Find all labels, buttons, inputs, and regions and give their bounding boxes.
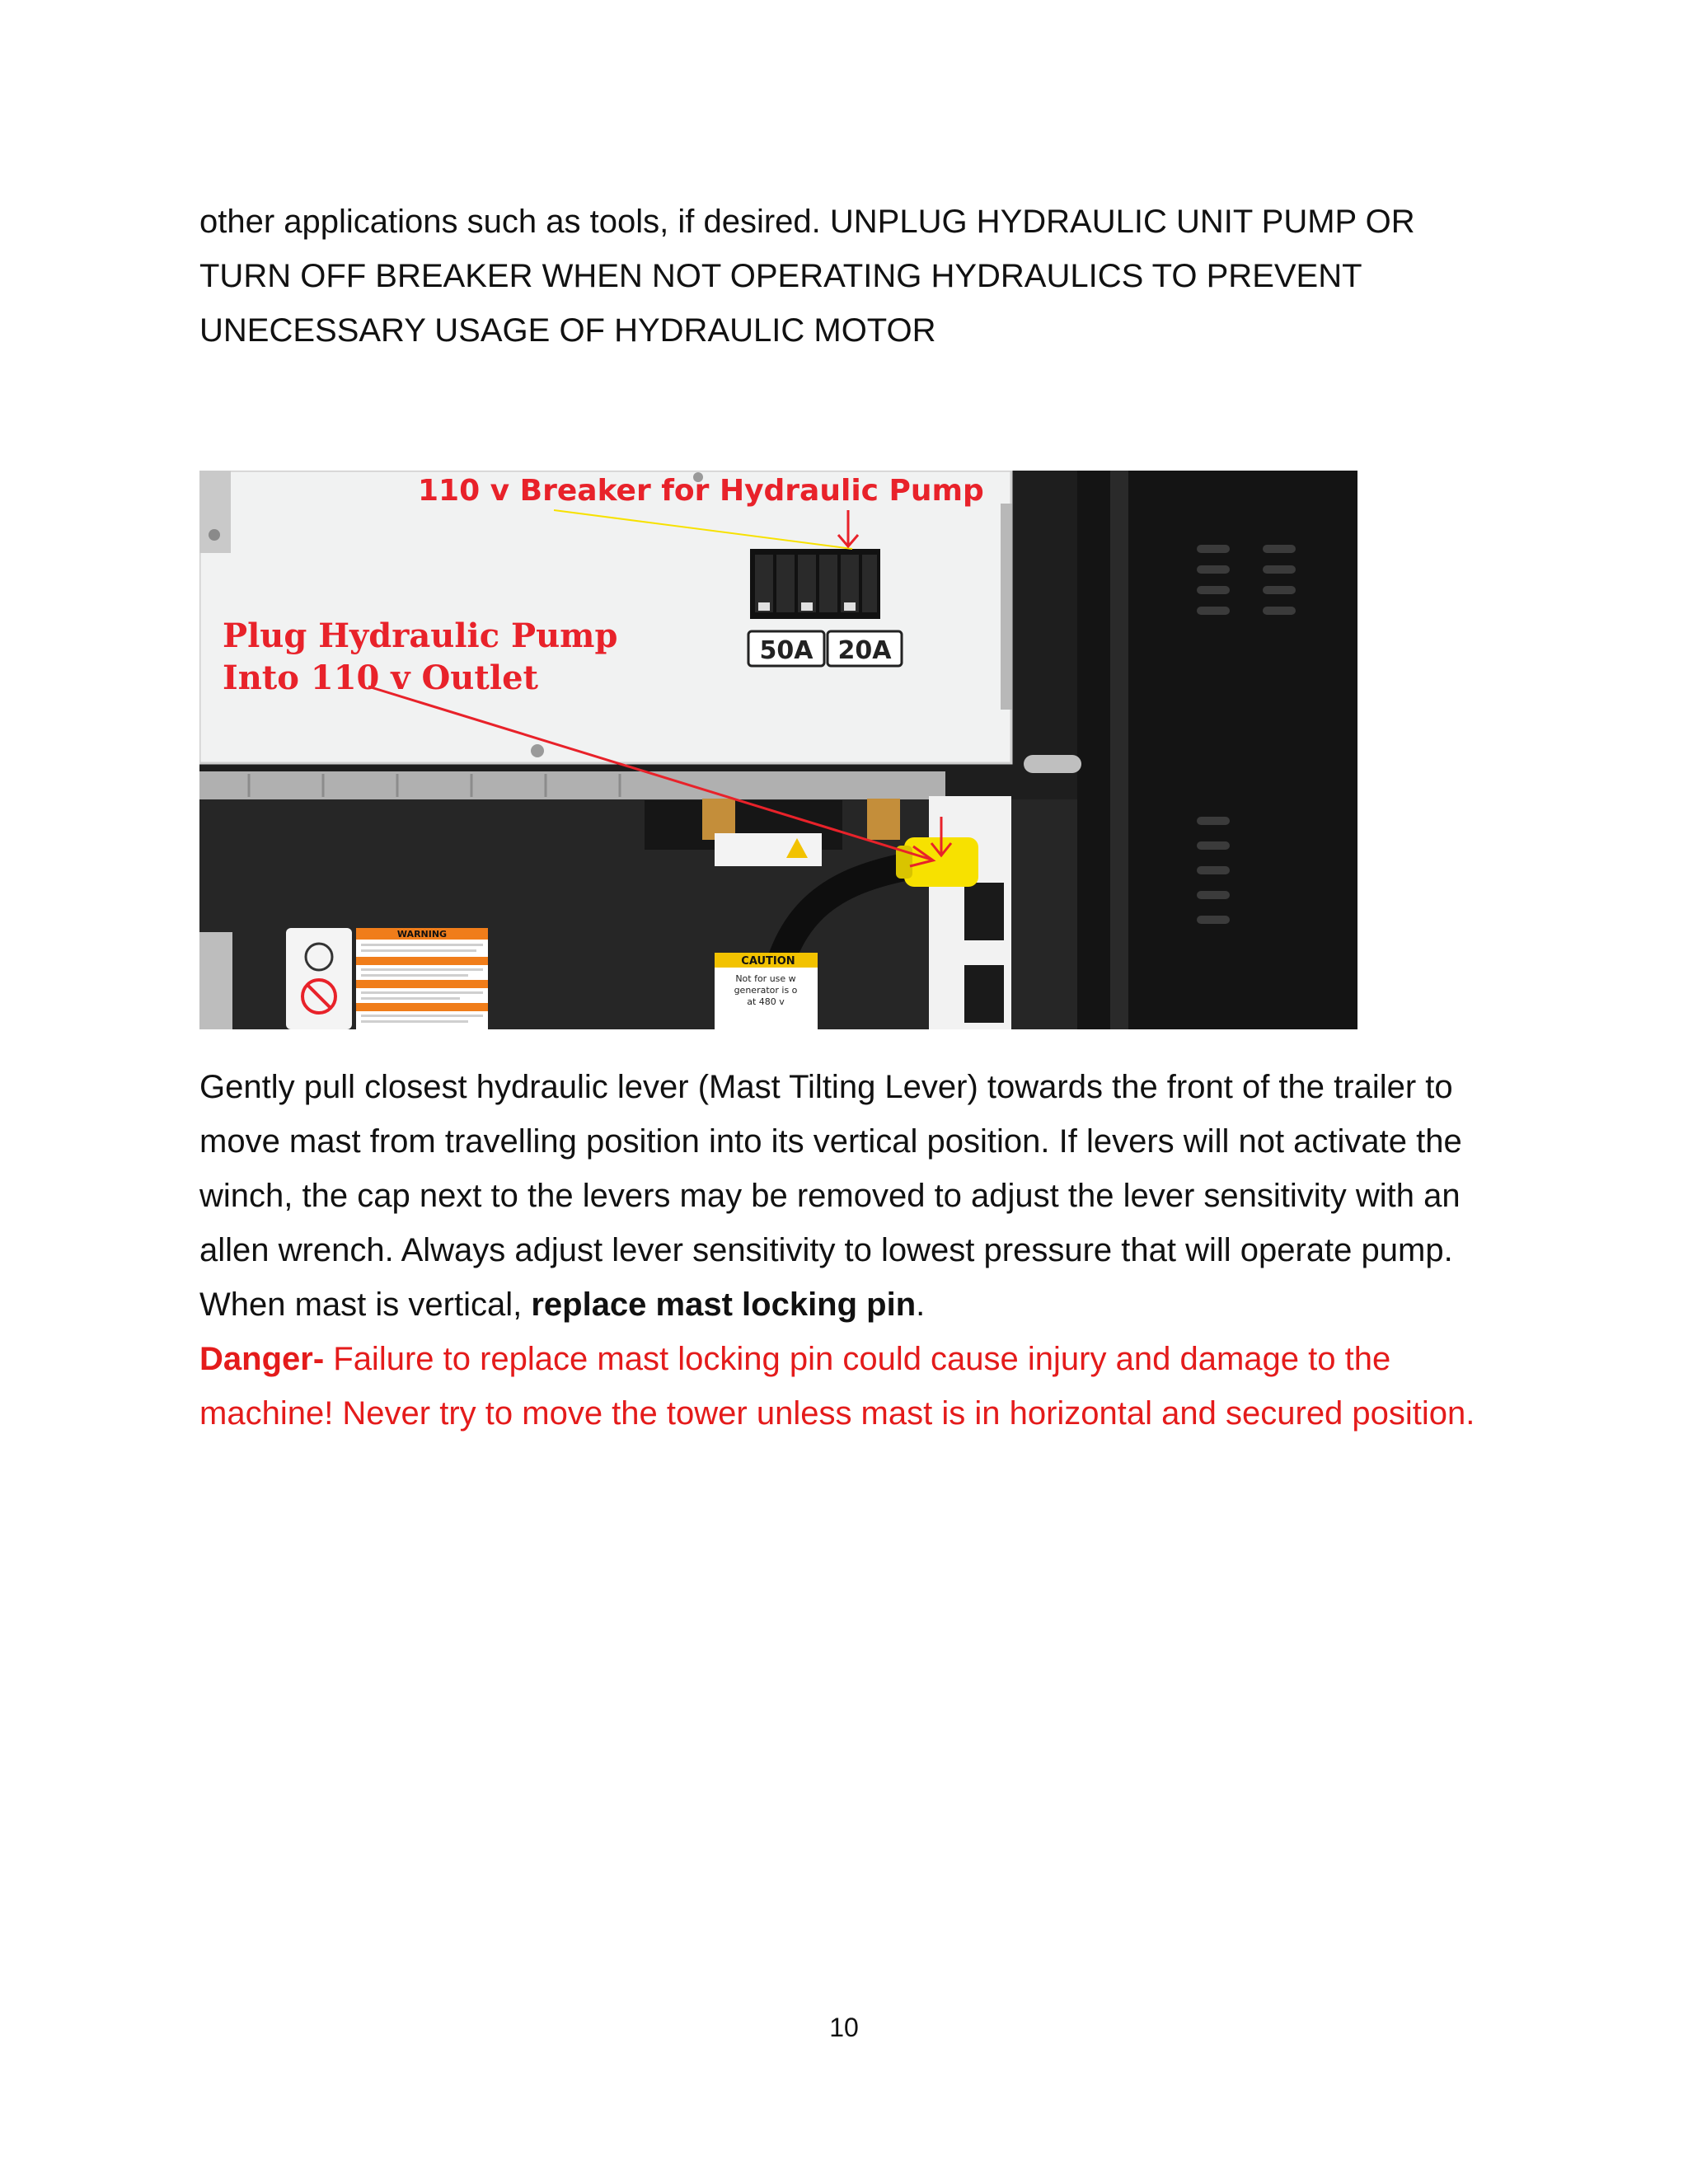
plug-annotation-line1: Plug Hydraulic Pump: [223, 616, 618, 655]
panel-illustration: [199, 471, 1357, 1029]
panel-hinge: [1001, 504, 1012, 710]
hydraulic-panel-photo: [199, 471, 1357, 1029]
info-label: [715, 833, 822, 866]
panel-screw: [531, 744, 544, 757]
door-frame: [1110, 471, 1128, 1029]
svg-text:Not for use w: Not for use w: [735, 973, 796, 984]
hinge-strip: [199, 771, 945, 799]
danger-label: Danger-: [199, 1341, 325, 1377]
paragraph-mast-instructions: [199, 1060, 1502, 1441]
outlet-110v: [964, 883, 1004, 940]
mast-instructions-text: Gently pull closest hydraulic lever (Mast Tilting Lever) towards the front of the trailer to move mast from travelling position into its vertical position. If levers will not activate the winch, the cap next to the levers may be removed to adjust the lever sensitivity with an allen wrench. Always adjust lever sensitivity to lowest pressure that will operate pump. When mast is vertical,: [199, 1069, 1462, 1323]
breaker-block: [750, 549, 880, 619]
plug-annotation-line2: Into 110 v Outlet: [223, 658, 538, 697]
svg-text:at 480 v: at 480 v: [747, 996, 785, 1007]
mount-bracket: [199, 471, 231, 553]
locking-pin-emphasis: replace mast locking pin: [531, 1286, 917, 1323]
caution-title: CAUTION: [741, 955, 795, 968]
outlet-lower: [964, 965, 1004, 1023]
breaker-50a-text: 50A: [759, 636, 814, 665]
lower-bracket: [199, 932, 232, 1029]
breaker-20a-text: 20A: [837, 636, 892, 665]
svg-text:generator is o: generator is o: [734, 985, 798, 996]
sentence-period: .: [916, 1286, 926, 1323]
panel-latch: [1024, 755, 1081, 773]
page-number: 10: [829, 2013, 859, 2042]
paragraph-hydraulic-unplug: other applications such as tools, if desired. UNPLUG HYDRAULIC UNIT PUMP OR TURN OFF BREAKER WHEN NOT OPERATING HYDRAULICS TO PREVENT UNECESSARY USAGE OF HYDRAULIC MOTOR: [199, 204, 1415, 349]
warning-title: WARNING: [396, 929, 448, 940]
brass-fitting: [867, 799, 900, 840]
warning-sticker: [356, 928, 488, 1029]
danger-warning-text: Failure to replace mast locking pin could cause injury and damage to the machine! Never try to move the tower unless mast is in horizontal and secured position.: [199, 1341, 1475, 1432]
breaker-annotation: 110 v Breaker for Hydraulic Pump: [418, 474, 984, 508]
